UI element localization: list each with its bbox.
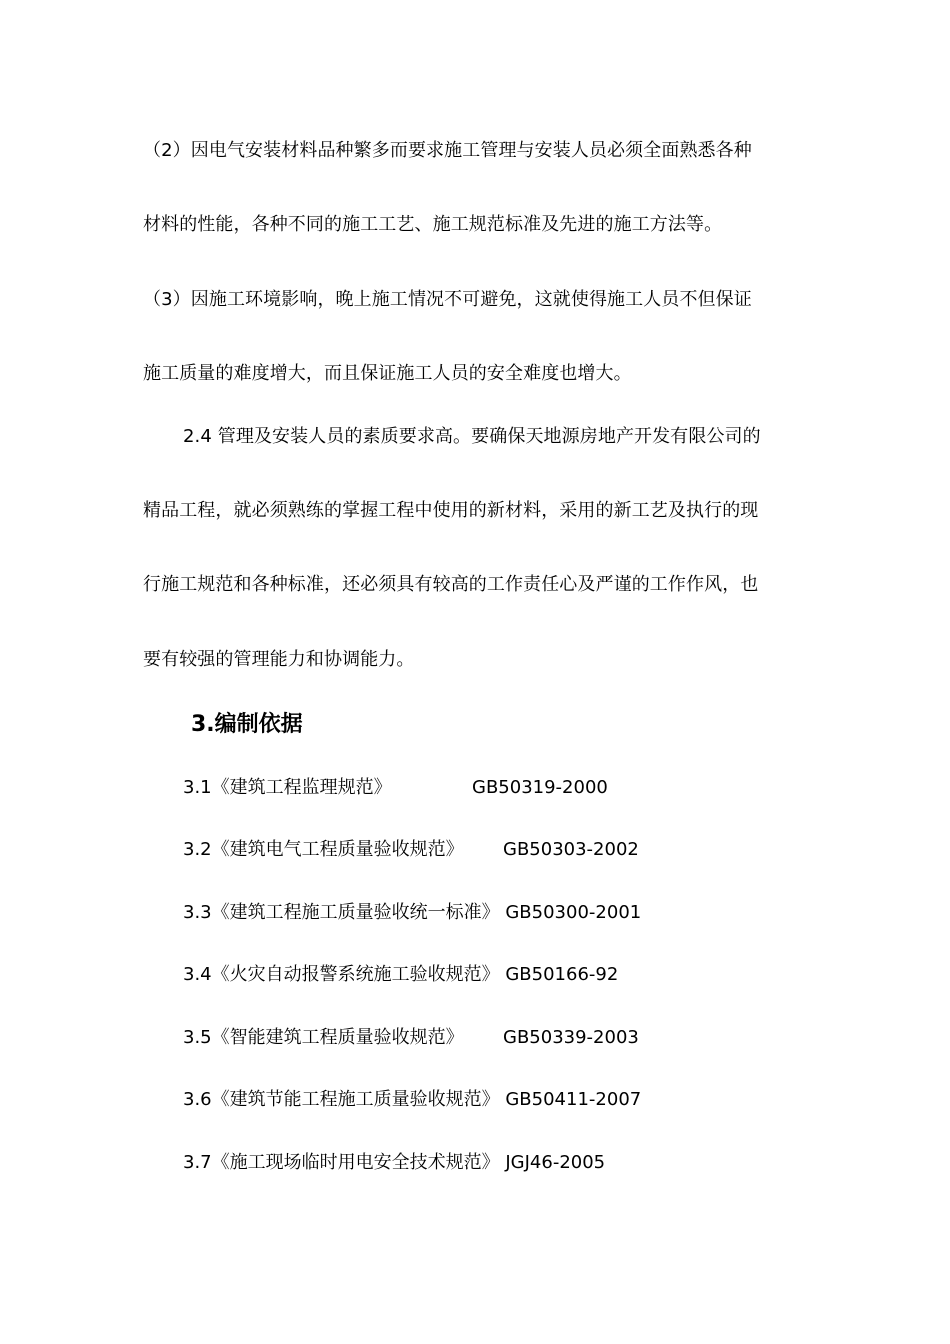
reference-code: GB50411-2007 bbox=[505, 1089, 642, 1110]
reference-title: 3.4《火灾自动报警系统施工验收规范》 bbox=[183, 964, 500, 985]
reference-code: JGJ46-2005 bbox=[505, 1152, 606, 1173]
reference-code: GB50300-2001 bbox=[505, 902, 642, 923]
reference-code: GB50339-2003 bbox=[503, 1027, 639, 1048]
paragraph-2-4-line-1: 2.4 管理及安装人员的素质要求高。要确保天地源房地产开发有限公司的 bbox=[183, 426, 761, 447]
reference-title: 3.5《智能建筑工程质量验收规范》 bbox=[183, 1027, 464, 1048]
reference-item bbox=[183, 1151, 605, 1175]
reference-title: 3.2《建筑电气工程质量验收规范》 bbox=[183, 839, 464, 860]
reference-title: 3.1《建筑工程监理规范》 bbox=[183, 777, 392, 798]
reference-item bbox=[183, 1026, 639, 1050]
paragraph-3-line-2: 施工质量的难度增大，而且保证施工人员的安全难度也增大。 bbox=[143, 363, 632, 384]
reference-item bbox=[183, 1088, 641, 1112]
reference-title: 3.3《建筑工程施工质量验收统一标准》 bbox=[183, 902, 500, 923]
reference-title: 3.6《建筑节能工程施工质量验收规范》 bbox=[183, 1089, 500, 1110]
reference-code: GB50303-2002 bbox=[503, 839, 639, 860]
reference-code: GB50319-2000 bbox=[472, 777, 608, 798]
paragraph-2-line-2: 材料的性能，各种不同的施工工艺、施工规范标准及先进的施工方法等。 bbox=[143, 214, 723, 235]
reference-item bbox=[183, 963, 618, 987]
reference-item bbox=[183, 838, 639, 862]
paragraph-2-4-line-3: 行施工规范和各种标准，还必须具有较高的工作责任心及严谨的工作作风，也 bbox=[143, 574, 759, 595]
paragraph-2-line-1: （2）因电气安装材料品种繁多而要求施工管理与安装人员必须全面熟悉各种 bbox=[143, 140, 752, 161]
reference-item bbox=[183, 776, 608, 800]
reference-title: 3.7《施工现场临时用电安全技术规范》 bbox=[183, 1152, 500, 1173]
reference-item bbox=[183, 901, 641, 925]
paragraph-3-line-1: （3）因施工环境影响，晚上施工情况不可避免，这就使得施工人员不但保证 bbox=[143, 289, 752, 310]
section-3-heading: 3.编制依据 bbox=[191, 712, 303, 737]
paragraph-2-4-line-2: 精品工程，就必须熟练的掌握工程中使用的新材料，采用的新工艺及执行的现 bbox=[143, 500, 759, 521]
paragraph-2-4-line-4: 要有较强的管理能力和协调能力。 bbox=[143, 649, 415, 670]
reference-code: GB50166-92 bbox=[505, 964, 619, 985]
